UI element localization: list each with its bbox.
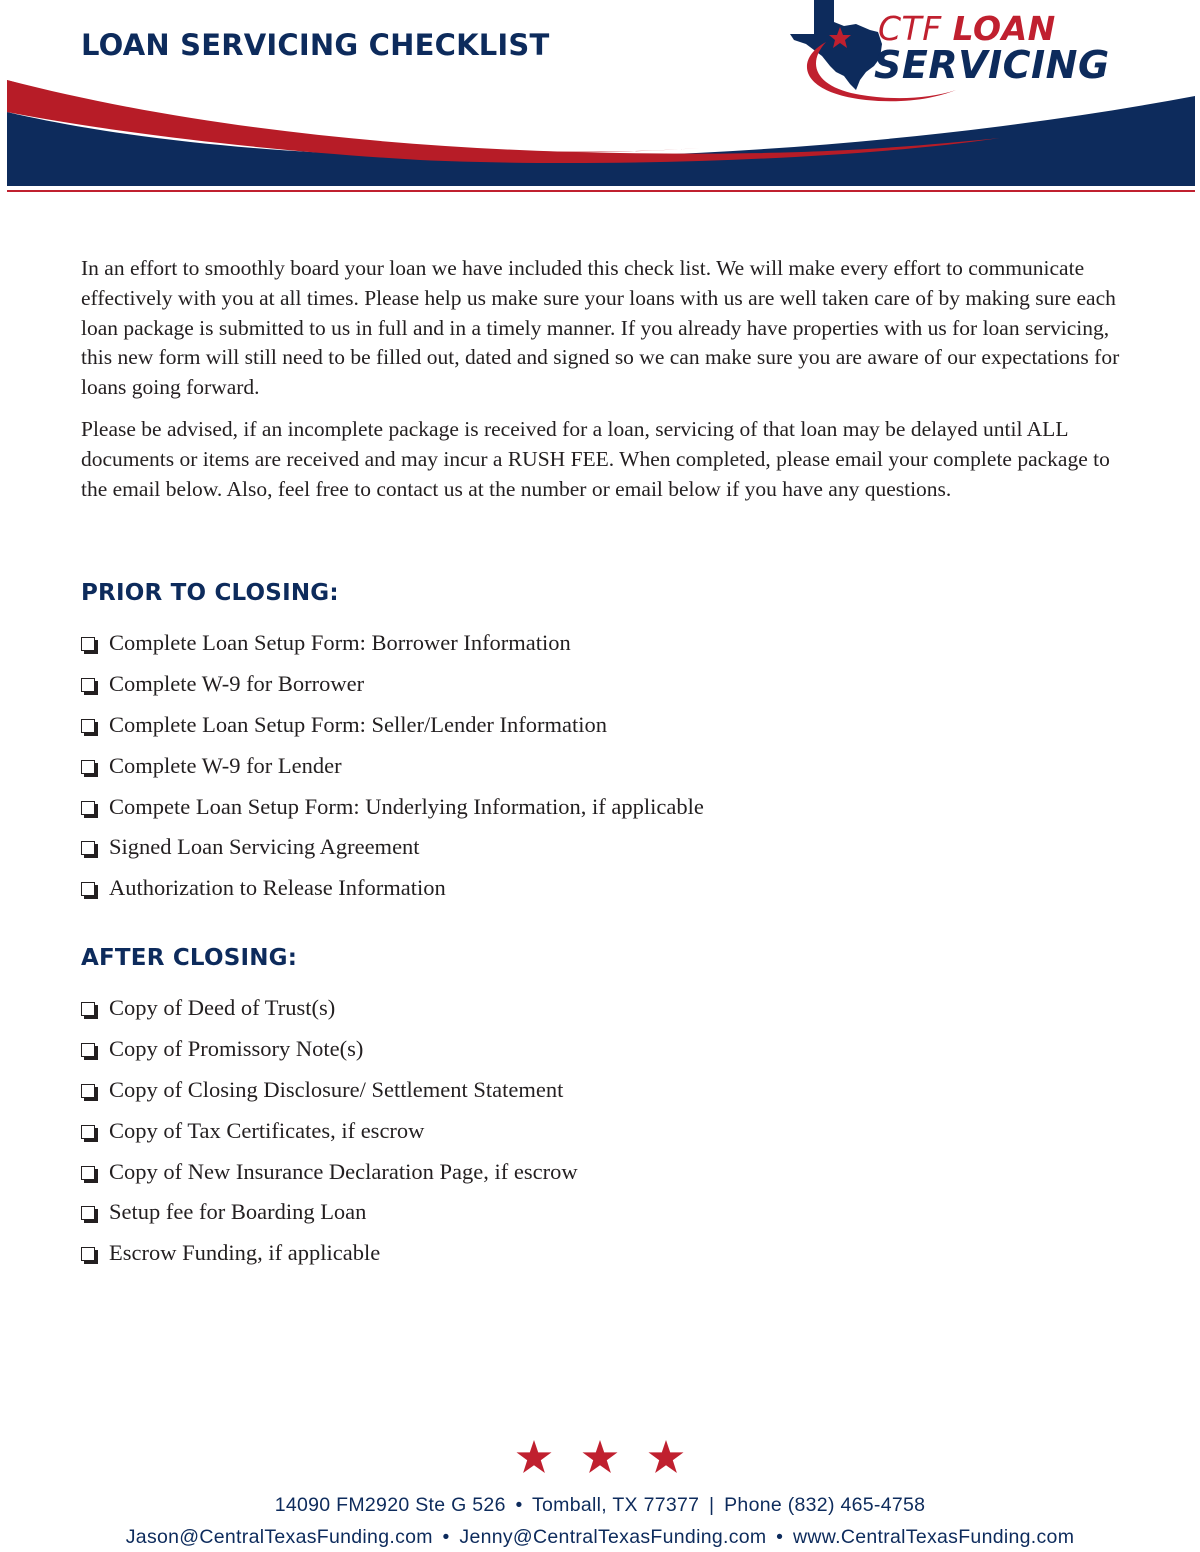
checkbox-icon[interactable] (81, 1247, 95, 1261)
checkbox-icon[interactable] (81, 1002, 95, 1016)
checklist-item[interactable]: Authorization to Release Information (81, 868, 704, 909)
star-icon (582, 1440, 618, 1479)
logo-text-ctf-loan: CTF LOAN (878, 9, 1056, 48)
star-icon (516, 1440, 552, 1479)
intro-paragraph: Please be advised, if an incomplete package is received for a loan, servicing of that loan may be delayed until ALL documents or items are received and may incur a RUSH FEE. When completed, please email your complete package to the email below. Also, feel free to contact us at the number or email below if you have any questions. (81, 416, 1110, 501)
checklist-item[interactable]: Copy of New Insurance Declaration Page, if escrow (81, 1151, 578, 1192)
checkbox-icon[interactable] (81, 637, 95, 651)
checkbox-icon[interactable] (81, 760, 95, 774)
star-icon (648, 1440, 684, 1479)
footer-phone[interactable]: Phone (832) 465-4758 (724, 1494, 926, 1516)
intro-paragraph: In an effort to smoothly board your loan we have included this check list. We will make every effort to communicate effectively with you at all times. Please help us make sure your loans with us are well taken care of by making sure each loan package is submitted to us in full and in a timely manner. If you already have properties with us for loan servicing, this new form will still need to be filled out, dated and signed so we can make sure you are aware of our expectations for loans going forward. (81, 256, 1120, 400)
footer-city: Tomball, TX 77377 (531, 1494, 700, 1516)
checklist-item[interactable]: Complete Loan Setup Form: Seller/Lender Information (81, 705, 704, 746)
checkbox-icon[interactable] (81, 1043, 95, 1057)
section-heading-prior-to-closing: PRIOR TO CLOSING: (81, 580, 339, 606)
checklist-item[interactable]: Compete Loan Setup Form: Underlying Information, if applicable (81, 786, 704, 827)
page-title: LOAN SERVICING CHECKLIST (81, 28, 550, 62)
checkbox-icon[interactable] (81, 719, 95, 733)
checkbox-icon[interactable] (81, 882, 95, 896)
footer-address: 14090 FM2920 Ste G 526 (274, 1494, 506, 1516)
footer-email-jason[interactable]: Jason@CentralTexasFunding.com (125, 1526, 433, 1548)
checkbox-icon[interactable] (81, 1084, 95, 1098)
footer-contact-line: Jason@CentralTexasFunding.com • Jenny@CentralTexasFunding.com • www.CentralTexasFunding.com (125, 1526, 1075, 1548)
navy-wave (7, 96, 1195, 186)
intro-text (81, 254, 1126, 516)
checklist-after-closing (81, 988, 578, 1274)
checklist-item[interactable]: Escrow Funding, if applicable (81, 1233, 578, 1274)
red-rule (7, 190, 1195, 192)
section-heading-after-closing: AFTER CLOSING: (81, 945, 298, 971)
checklist-item[interactable]: Copy of Tax Certificates, if escrow (81, 1110, 578, 1151)
checkbox-icon[interactable] (81, 678, 95, 692)
checkbox-icon[interactable] (81, 801, 95, 815)
checklist-item[interactable]: Complete W-9 for Borrower (81, 664, 704, 705)
checklist-item[interactable]: Signed Loan Servicing Agreement (81, 827, 704, 868)
checklist-item[interactable]: Setup fee for Boarding Loan (81, 1192, 578, 1233)
checkbox-icon[interactable] (81, 1206, 95, 1220)
footer-stars (0, 1440, 1200, 1479)
company-logo (786, 0, 1126, 108)
footer-website-link[interactable]: www.CentralTexasFunding.com (793, 1526, 1075, 1548)
checklist-item[interactable]: Copy of Closing Disclosure/ Settlement Statement (81, 1070, 578, 1111)
checklist-item[interactable]: Copy of Deed of Trust(s) (81, 988, 578, 1029)
checklist-prior-to-closing (81, 623, 704, 909)
checklist-item[interactable]: Complete Loan Setup Form: Borrower Information (81, 623, 704, 664)
checklist-item[interactable]: Complete W-9 for Lender (81, 745, 704, 786)
footer-address-line: 14090 FM2920 Ste G 526 • Tomball, TX 77377 | Phone (832) 465-4758 (274, 1494, 926, 1516)
checkbox-icon[interactable] (81, 1166, 95, 1180)
footer-email-jenny[interactable]: Jenny@CentralTexasFunding.com (459, 1526, 767, 1548)
checklist-item[interactable]: Copy of Promissory Note(s) (81, 1029, 578, 1070)
checkbox-icon[interactable] (81, 841, 95, 855)
checkbox-icon[interactable] (81, 1125, 95, 1139)
logo-text-servicing: SERVICING (874, 43, 1110, 87)
